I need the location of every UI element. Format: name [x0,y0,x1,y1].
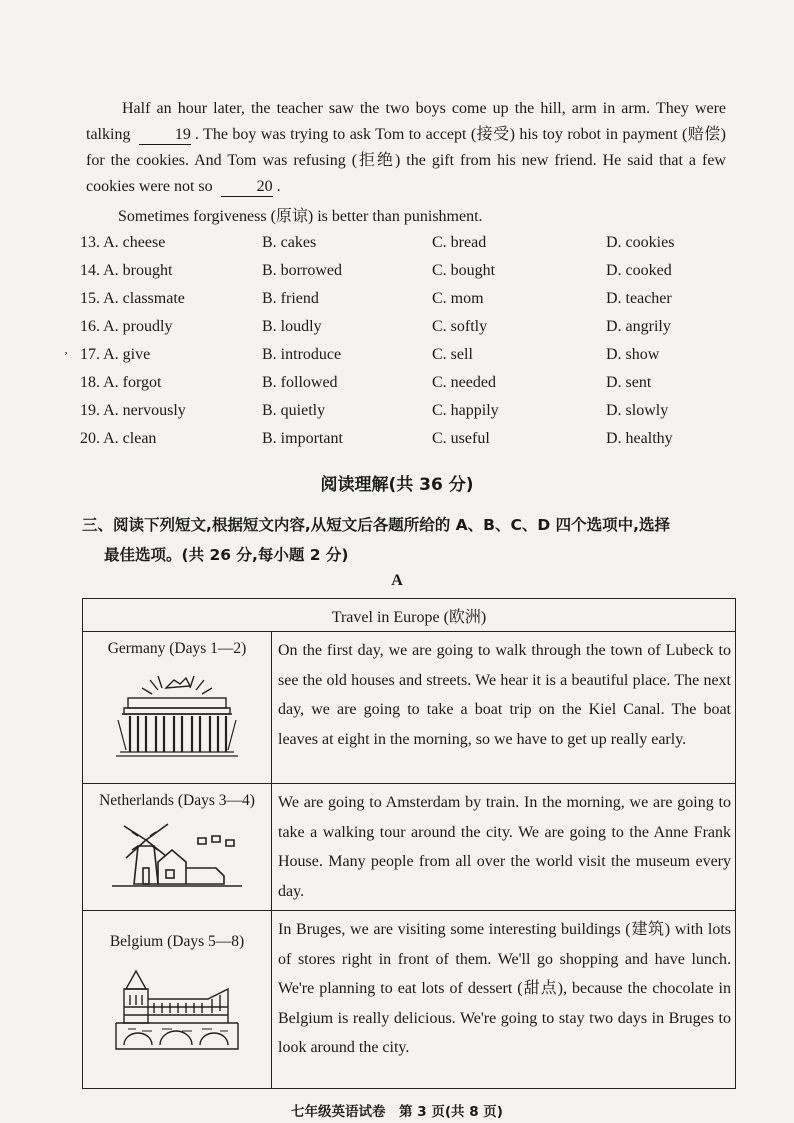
option-row-15 [80,286,720,314]
table-row-germany [83,632,736,784]
option-a: 18. A. forgot [80,374,162,391]
country-cell [83,632,272,784]
option-a: 15. A. classmate [80,290,185,307]
country-cell [83,911,272,1089]
passage-paragraph-1 [86,96,726,200]
country-name: Germany (Days 1—2) [107,640,247,657]
section-title: 阅读理解(共 36 分) [320,475,474,495]
option-a: 14. A. brought [80,262,173,279]
option-b: B. cakes [262,234,317,251]
passage-paragraph-2: Sometimes forgiveness (原谅) is better than punishment. [118,208,483,225]
option-b: B. followed [262,374,338,391]
country-description: On the first day, we are going to walk through the town of Lubeck to see the old houses and streets. We hear it is a beautiful place. The next day, we are going to take a boat trip on the Kiel Canal. The boat leaves at eight in the morning, so we have to get up really early. [272,632,736,784]
option-row-14 [80,258,720,286]
table-row-belgium [83,911,736,1089]
travel-table [82,598,736,1089]
option-d: D. cooked [606,262,672,279]
option-row-19 [80,398,720,426]
option-d: D. sent [606,374,652,391]
option-a: 13. A. cheese [80,234,166,251]
option-c: C. happily [432,402,499,419]
table-row-netherlands [83,784,736,911]
option-a: 16. A. proudly [80,318,173,335]
option-row-18 [80,370,720,398]
brandenburg-gate-icon [102,666,252,762]
option-b: B. quietly [262,402,326,419]
country-name: Netherlands (Days 3—4) [99,792,255,809]
option-row-17 [80,342,720,370]
option-c: C. useful [432,430,490,447]
option-a: 17. A. give [80,346,151,363]
option-a: 19. A. nervously [80,402,186,419]
option-d: D. slowly [606,402,669,419]
blank-20: 20 [221,178,273,197]
option-b: B. borrowed [262,262,342,279]
option-b: B. introduce [262,346,342,363]
country-name: Belgium (Days 5—8) [109,933,245,950]
option-c: C. softly [432,318,488,335]
option-c: C. needed [432,374,496,391]
option-b: B. important [262,430,343,447]
bruges-bridge-icon [102,959,252,1055]
option-a: 20. A. clean [80,430,157,447]
windmill-icon [102,818,252,890]
option-c: C. mom [432,290,484,307]
option-d: D. cookies [606,234,675,251]
passage-label: A [391,572,403,589]
option-d: D. show [606,346,660,363]
blank-19: 19 [139,126,191,145]
option-row-13 [80,230,720,258]
instructions-line-1: 三、阅读下列短文,根据短文内容,从短文后各题所给的 A、B、C、D 四个选项中,选择 [82,516,671,534]
option-row-20 [80,426,720,454]
country-cell [83,784,272,911]
option-c: C. bought [432,262,496,279]
table-title: Travel in Europe (欧洲) [83,599,736,632]
page-footer: 七年级英语试卷 第 3 页(共 8 页) [291,1104,503,1120]
passage-text-a: Half an hour later, the teacher saw the two boys come up the hill, arm in arm. They were talking [86,100,726,143]
section-instructions [82,510,742,570]
option-d: D. healthy [606,430,673,447]
option-d: D. angrily [606,318,671,335]
instructions-line-2: 最佳选项。(共 26 分,每小题 2 分) [104,546,349,564]
option-b: B. friend [262,290,319,307]
option-row-16 [80,314,720,342]
cloze-options [80,230,720,454]
table-header-row [83,599,736,632]
option-c: C. sell [432,346,473,363]
option-c: C. bread [432,234,487,251]
passage-text-b: . The boy was trying to ask Tom to accept (接受) his toy robot in payment (赔偿) for the cookies. And Tom was refusing (拒绝) the gift from his new friend. He said that a few cookies were not so [86,126,726,195]
country-description: In Bruges, we are visiting some interesting buildings (建筑) with lots of stores right in front of them. We'll go shopping and have lunch. We're planning to eat lots of dessert (甜点), because the chocolate in Belgium is really delicious. We're going to stay two days in Bruges to look around the city. [272,911,736,1089]
option-b: B. loudly [262,318,322,335]
country-description: We are going to Amsterdam by train. In the morning, we are going to take a walking tour around the city. We are going to the Anne Frank House. Many people from all over the world visit the museum every day. [272,784,736,911]
pencil-tick-mark: ʼ [64,349,68,363]
option-d: D. teacher [606,290,672,307]
passage-text-c: . [276,178,281,195]
